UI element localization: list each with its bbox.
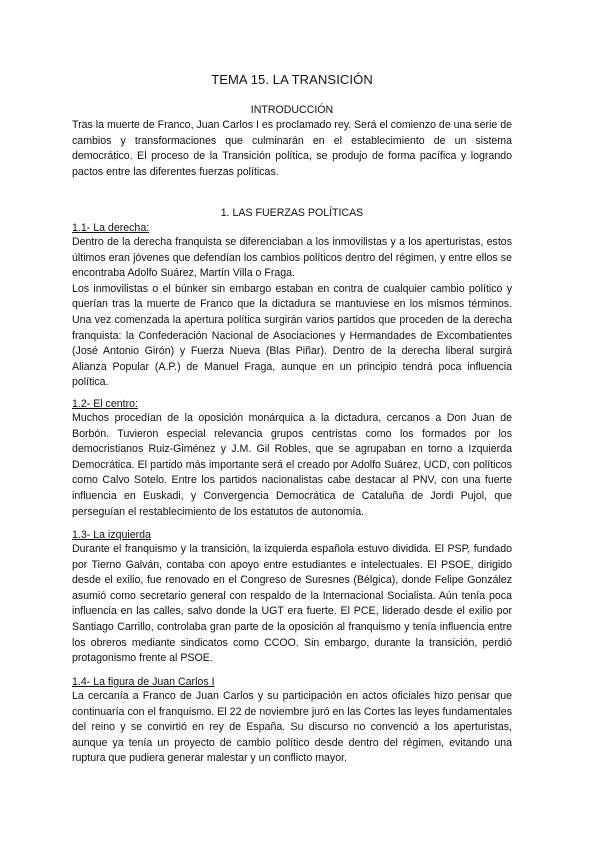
- introduction-heading: INTRODUCCIÓN: [250, 104, 334, 116]
- paragraph-derecha-2: Los inmovilistas o el búnker sin embargo estaban en contra de cualquier cambio político y querían tras la muerte de Franco que la dictadura se mantuviese en los mismos términos. Una vez comenzada la apertura política surgirán varios partidos que proceden de la derecha franquista: la Confederación Nacional de Asociaciones y Hermandades de Excombatientes (José Antonio Girón) y Fuerza Nueva (Blas Piñar). Dentro de la derecha liberal surgirá Alianza Popular (A.P.) de Manuel Fraga, aunque en un principio tendrá poca influencia política.: [72, 282, 512, 389]
- document-title: TEMA 15. LA TRANSICIÓN: [211, 72, 373, 87]
- subsection-izquierda: [72, 528, 512, 667]
- subsection-heading-centro: 1.2- El centro:: [72, 398, 138, 410]
- paragraph-juan-carlos: La cercanía a Franco de Juan Carlos y su participación en actos oficiales hizo pensar que continuaría con el franquismo. El 22 de noviembre juró en las Cortes las leyes fundamentales del reino y se convirtió en rey de España. Su discurso no convenció a los aperturistas, aunque ya tenía un proyecto de cambio político desde dentro del régimen, evitando una ruptura que pudiera generar malestar y un conflicto mayor.: [72, 690, 512, 765]
- paragraph-centro: Muchos procedían de la oposición monárquica a la dictadura, cercanos a Don Juan de Borbón. Tuvieron especial relevancia grupos centristas como los formados por los democristianos Ruiz-Giménez y J.M. Gil Robles, que se agrupaban en torno a Izquierda Democrática. El partido más importante será el creado por Adolfo Suárez, UCD, con políticos como Calvo Sotelo. Entre los partidos nacionalistas cabe destacar al PNV, con una fuerte influencia en Euskadi, y Convergencia Democrática de Cataluña de Jordi Pujol, que perseguían el restablecimiento de los estatutos de autonomía.: [72, 412, 512, 518]
- paragraph-derecha-1: Dentro de la derecha franquista se diferenciaban a los inmovilistas y a los aperturistas, estos últimos eran jóvenes que defendían los cambios políticos dentro del régimen, y entre ellos se encontraba Adolfo Suárez, Martín Villa o Fraga.: [72, 236, 512, 280]
- subsection-derecha: [72, 221, 512, 391]
- paragraph-izquierda: Durante el franquismo y la transición, la izquierda española estuvo dividida. El PSP, fundado por Tierno Galván, contaba con apoyo entre estudiantes e intelectuales. El PSOE, dirigido desde el exilio, fue renovado en el Congreso de Suresnes (Bélgica), donde Felipe González asumió como secretario general con respaldo de la Internacional Socialista. Aún tenía poca influencia en las calles, salvo donde la UGT era fuerte. El PCE, liderado desde el exilio por Santiago Carrillo, controlaba gran parte de la oposición al franquismo y tenía influencia entre los obreros mediante sindicatos como CCOO. Sin embargo, durante la transición, perdió protagonismo frente al PSOE.: [72, 543, 512, 665]
- section-heading-fuerzas-politicas: 1. LAS FUERZAS POLÍTICAS: [220, 207, 364, 219]
- subsection-centro: [72, 397, 512, 520]
- subsection-heading-juan-carlos: 1.4- La figura de Juan Carlos I: [72, 676, 215, 688]
- subsection-heading-izquierda: 1.3- La izquierda: [72, 529, 151, 541]
- subsection-juan-carlos: [72, 675, 512, 767]
- introduction-paragraph: Tras la muerte de Franco, Juan Carlos I es proclamado rey. Será el comienzo de una serie de cambios y transformaciones que culminarán en el establecimiento de un sistema democrático. El proceso de la Transición política, se produjo de forma pacífica y logrando pactos entre las diferentes fuerzas políticas.: [72, 119, 512, 178]
- subsection-heading-derecha: 1.1- La derecha:: [72, 222, 150, 234]
